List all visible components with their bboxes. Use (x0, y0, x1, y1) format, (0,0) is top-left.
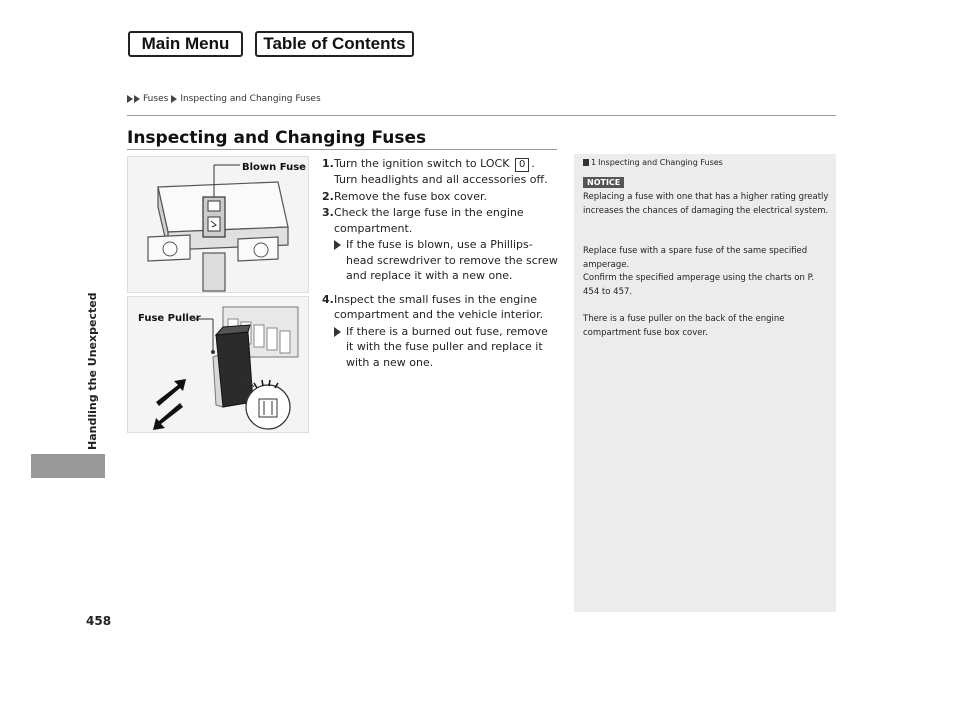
notes-heading (583, 158, 723, 167)
fuse-puller-label: Fuse Puller (138, 313, 201, 324)
fuse-puller-figure (127, 296, 309, 433)
step-number: 3. (322, 206, 334, 219)
step-number: 1. (322, 157, 334, 170)
section-tab-marker (31, 454, 105, 478)
step-text: Check the large fuse in the engine compartment. (334, 206, 524, 235)
step-3 (322, 205, 558, 236)
substep-arrow-icon (334, 240, 341, 250)
breadcrumb-current: Inspecting and Changing Fuses (180, 94, 321, 104)
note-number-icon (583, 159, 589, 166)
note-paragraph: Replace fuse with a spare fuse of the same specified amperage. (583, 246, 808, 270)
step-4-substep (322, 324, 558, 371)
page-title: Inspecting and Changing Fuses (127, 128, 427, 148)
blown-fuse-figure (127, 156, 309, 293)
section-tab-label: Handling the Unexpected (86, 292, 99, 450)
substep-text: If the fuse is blown, use a Phillips-head screwdriver to remove the screw and replace it with a new one. (346, 238, 558, 282)
title-divider (127, 149, 557, 150)
procedure-steps (322, 156, 558, 378)
step-number: 4. (322, 292, 334, 306)
notice-badge: NOTICE (583, 177, 624, 188)
breadcrumb (127, 94, 324, 104)
substep-arrow-icon (334, 327, 341, 337)
table-of-contents-button[interactable]: Table of Contents (255, 31, 414, 57)
notice-text: Replacing a fuse with one that has a higher rating greatly increases the chances of damaging the electrical system. (583, 192, 829, 216)
step-1 (322, 156, 558, 188)
breadcrumb-link-fuses[interactable]: Fuses (143, 94, 169, 104)
blown-fuse-illustration (128, 157, 308, 292)
notes-panel (574, 154, 836, 612)
breadcrumb-arrow-icon (134, 95, 140, 103)
step-text: Inspect the small fuses in the engine compartment and the vehicle interior. (334, 292, 544, 321)
substep-text: If there is a burned out fuse, remove it with the fuse puller and replace it with a new one. (346, 324, 548, 369)
step-text: . Turn headlights and all accessories off. (334, 157, 548, 186)
notes-heading-text: Inspecting and Changing Fuses (598, 158, 723, 167)
blown-fuse-label: Blown Fuse (242, 162, 306, 173)
step-text: Remove the fuse box cover. (334, 189, 487, 203)
note-paragraph: Confirm the specified amperage using the charts on P. 454 to 457. (583, 273, 815, 297)
page-number: 458 (86, 614, 112, 628)
step-3-substep (322, 237, 558, 284)
note-number: 1 (591, 158, 597, 167)
step-text: Turn the ignition switch to LOCK (334, 157, 510, 170)
main-menu-button[interactable]: Main Menu (128, 31, 243, 57)
lock-position-badge: 0 (515, 158, 529, 172)
breadcrumb-arrow-icon (127, 95, 133, 103)
step-number: 2. (322, 189, 334, 203)
step-2 (322, 189, 558, 205)
step-4 (322, 292, 558, 323)
note-paragraph: There is a fuse puller on the back of the engine compartment fuse box cover. (583, 314, 785, 338)
header-divider (127, 115, 836, 116)
breadcrumb-arrow-icon (171, 95, 177, 103)
